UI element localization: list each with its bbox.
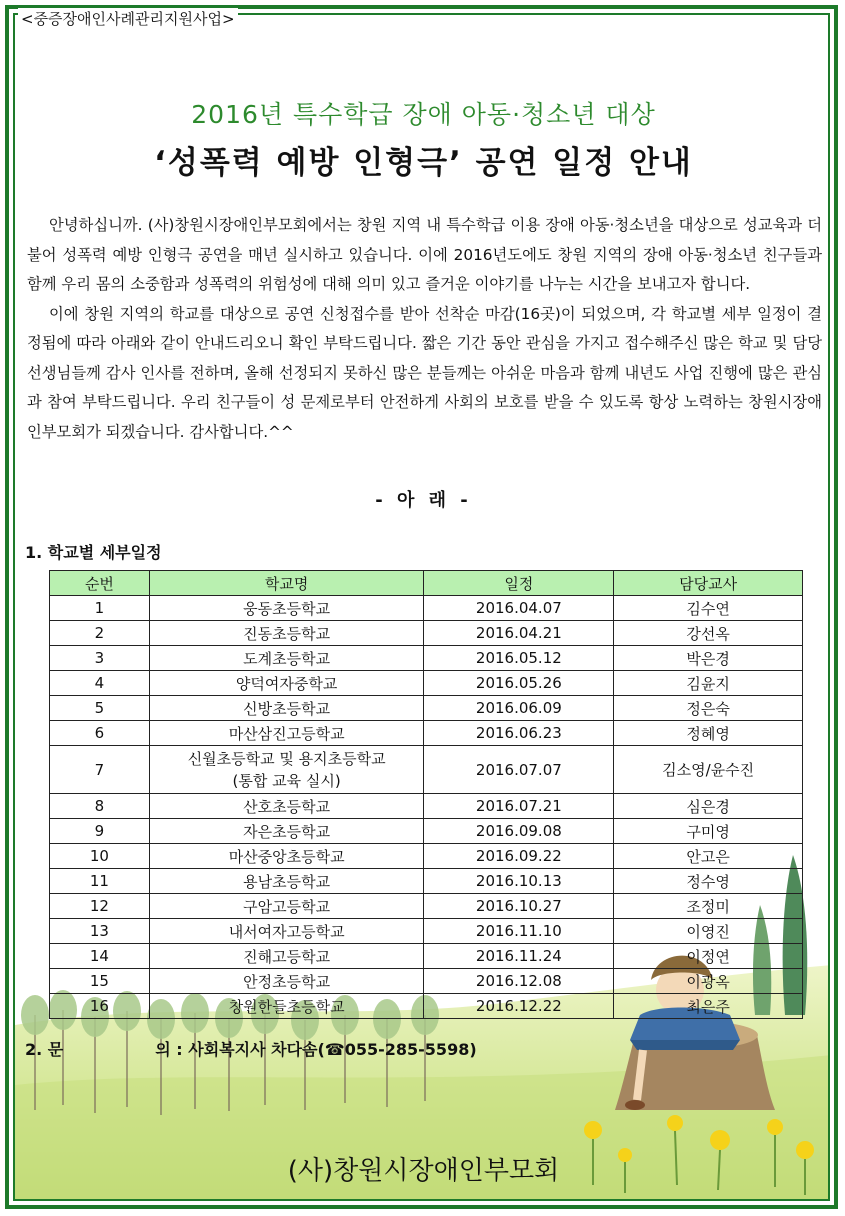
table-row — [50, 969, 803, 994]
school-name: 마산중앙초등학교 — [149, 844, 424, 869]
schedule-date: 2016.10.13 — [424, 869, 614, 894]
schedule-date: 2016.11.24 — [424, 944, 614, 969]
teacher-name: 이광옥 — [614, 969, 803, 994]
schedule-date: 2016.10.27 — [424, 894, 614, 919]
school-name: 신월초등학교 및 용지초등학교 — [187, 749, 386, 768]
schedule-table — [49, 570, 803, 1019]
teacher-name: 김소영/윤수진 — [614, 746, 803, 794]
table-row — [50, 721, 803, 746]
schedule-date: 2016.09.08 — [424, 819, 614, 844]
teacher-name: 정은숙 — [614, 696, 803, 721]
table-row — [50, 919, 803, 944]
teacher-name: 최은주 — [614, 994, 803, 1019]
row-number: 2 — [50, 621, 150, 646]
schedule-date: 2016.07.21 — [424, 794, 614, 819]
row-number: 10 — [50, 844, 150, 869]
teacher-name: 구미영 — [614, 819, 803, 844]
schedule-table-body — [50, 596, 803, 1019]
schedule-date: 2016.12.08 — [424, 969, 614, 994]
row-number: 1 — [50, 596, 150, 621]
contact-line — [25, 1037, 477, 1060]
table-header-row — [50, 571, 803, 596]
schedule-date: 2016.06.23 — [424, 721, 614, 746]
school-name: 신방초등학교 — [149, 696, 424, 721]
table-row — [50, 671, 803, 696]
table-row — [50, 794, 803, 819]
row-number: 15 — [50, 969, 150, 994]
table-row — [50, 621, 803, 646]
column-header-teacher: 담당교사 — [614, 571, 803, 596]
school-name: 산호초등학교 — [149, 794, 424, 819]
contact-info: 사회복지사 차다솜(☎055-285-5598) — [188, 1040, 477, 1059]
teacher-name: 심은경 — [614, 794, 803, 819]
column-header-school: 학교명 — [149, 571, 424, 596]
schedule-date: 2016.04.21 — [424, 621, 614, 646]
table-row — [50, 696, 803, 721]
school-note: (통합 교육 실시) — [232, 771, 341, 790]
school-name: 용남초등학교 — [149, 869, 424, 894]
school-name: 진해고등학교 — [149, 944, 424, 969]
school-name: 진동초등학교 — [149, 621, 424, 646]
teacher-name: 이영진 — [614, 919, 803, 944]
schedule-date: 2016.09.22 — [424, 844, 614, 869]
table-row — [50, 596, 803, 621]
teacher-name: 김윤지 — [614, 671, 803, 696]
schedule-date: 2016.04.07 — [424, 596, 614, 621]
intro-paragraph: 이에 창원 지역의 학교를 대상으로 공연 신청접수를 받아 선착순 마감(16곳)이 되었으며, 각 학교별 세부 일정이 결정됨에 따라 아래와 같이 안내드리오니 확인 부탁드립니다. 짧은 기간 동안 관심을 가지고 접수해주신 많은 학교 및 담당 선생님들께 감사 인사를 전하며, 올해 선정되지 못하신 많은 분들께는 아쉬운 마음과 함께 내년도 사업 진행에 많은 관심과 참여 부탁드립니다. 우리 친구들이 성 문제로부터 안전하게 사회의 보호를 받을 수 있도록 항상 노력하는 창원시장애인부모회가 되겠습니다. 감사합니다.^^ — [27, 304, 822, 441]
row-number: 14 — [50, 944, 150, 969]
row-number: 11 — [50, 869, 150, 894]
contact-label-a: 2. 문 — [25, 1040, 64, 1059]
page-title: ‘성폭력 예방 인형극’ 공연 일정 안내 — [154, 145, 693, 181]
teacher-name: 조정미 — [614, 894, 803, 919]
contact-label-b: 의 : — [155, 1040, 183, 1059]
schedule-date: 2016.06.09 — [424, 696, 614, 721]
school-name: 내서여자고등학교 — [149, 919, 424, 944]
row-number: 5 — [50, 696, 150, 721]
table-row — [50, 994, 803, 1019]
school-name: 자은초등학교 — [149, 819, 424, 844]
table-row — [50, 844, 803, 869]
row-number: 6 — [50, 721, 150, 746]
school-name: 마산삼진고등학교 — [149, 721, 424, 746]
school-name: 도계초등학교 — [149, 646, 424, 671]
row-number: 3 — [50, 646, 150, 671]
program-tag: <중증장애인사례관리지원사업> — [18, 8, 238, 29]
row-number: 16 — [50, 994, 150, 1019]
table-row — [50, 944, 803, 969]
row-number: 4 — [50, 671, 150, 696]
teacher-name: 박은경 — [614, 646, 803, 671]
table-row — [50, 869, 803, 894]
schedule-date: 2016.05.26 — [424, 671, 614, 696]
school-name: 안정초등학교 — [149, 969, 424, 994]
schedule-date: 2016.11.10 — [424, 919, 614, 944]
intro-paragraph: 안녕하십니까. (사)창원시장애인부모회에서는 창원 지역 내 특수학급 이용 장애 아동·청소년을 대상으로 성교육과 더불어 성폭력 예방 인형극 공연을 매년 실시하고 있습니다. 이에 2016년도에도 창원 지역의 장애 아동·청소년 친구들과 함께 우리 몸의 소중함과 성폭력의 위험성에 대해 의미 있고 즐거운 이야기를 나누는 시간을 보내고자 합니다. — [27, 216, 822, 293]
school-cell — [149, 746, 424, 794]
teacher-name: 강선옥 — [614, 621, 803, 646]
row-number: 8 — [50, 794, 150, 819]
schedule-date: 2016.05.12 — [424, 646, 614, 671]
row-number: 12 — [50, 894, 150, 919]
column-header-number: 순번 — [50, 571, 150, 596]
teacher-name: 정혜영 — [614, 721, 803, 746]
table-row — [50, 894, 803, 919]
document-frame — [13, 13, 830, 1201]
schedule-date: 2016.07.07 — [424, 746, 614, 794]
teacher-name: 김수연 — [614, 596, 803, 621]
organization-name: (사)창원시장애인부모회 — [287, 1156, 560, 1186]
table-row — [50, 646, 803, 671]
row-number: 13 — [50, 919, 150, 944]
school-name: 웅동초등학교 — [149, 596, 424, 621]
subtitle: 2016년 특수학급 장애 아동·청소년 대상 — [191, 100, 656, 129]
section-heading-schedule: 1. 학교별 세부일정 — [25, 543, 162, 562]
school-name: 구암고등학교 — [149, 894, 424, 919]
school-name: 양덕여자중학교 — [149, 671, 424, 696]
schedule-date: 2016.12.22 — [424, 994, 614, 1019]
teacher-name: 이정연 — [614, 944, 803, 969]
row-number: 9 — [50, 819, 150, 844]
row-number: 7 — [50, 746, 150, 794]
teacher-name: 정수영 — [614, 869, 803, 894]
teacher-name: 안고은 — [614, 844, 803, 869]
intro-text — [27, 211, 822, 447]
table-row — [50, 819, 803, 844]
table-row — [50, 746, 803, 794]
notice-heading: - 아 래 - — [375, 490, 472, 511]
column-header-date: 일정 — [424, 571, 614, 596]
school-name: 창원한들초등학교 — [149, 994, 424, 1019]
